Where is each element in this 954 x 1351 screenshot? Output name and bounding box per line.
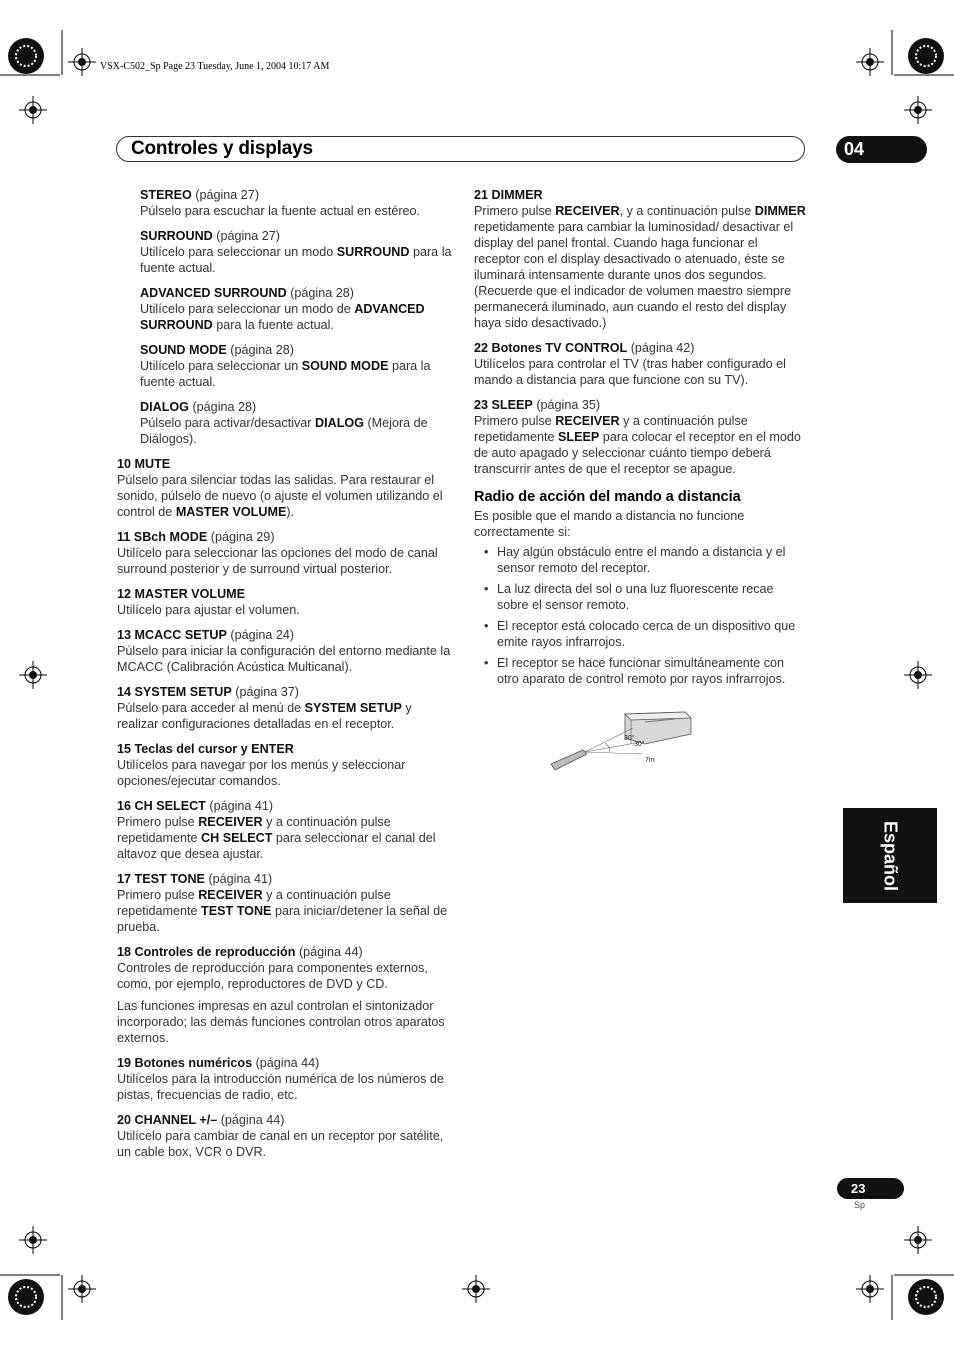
bold-term: SYSTEM SETUP [304, 701, 402, 715]
item-title: DIALOG [140, 400, 189, 414]
control-item [117, 627, 453, 675]
item-description [474, 413, 807, 477]
item-heading [117, 944, 453, 960]
item-title: ADVANCED SURROUND [140, 286, 287, 300]
item-title: 20 CHANNEL +/– [117, 1113, 218, 1127]
item-description [117, 545, 453, 577]
desc-text: Utilícelo para seleccionar las opciones del modo de canal surround posterior y de surround virtual posterior. [117, 546, 438, 576]
item-heading [117, 741, 453, 757]
page-reference: (página 27) [216, 229, 280, 243]
bold-term: RECEIVER [555, 414, 620, 428]
print-slug: VSX-C502_Sp Page 23 Tuesday, June 1, 2004 10:17 AM [100, 61, 330, 72]
bullet-item: • El receptor está colocado cerca de un dispositivo que emite rayos infrarrojos. [474, 618, 807, 650]
desc-text: Utilícelo para seleccionar un [140, 359, 302, 373]
item-heading [117, 456, 453, 472]
page-reference: (página 41) [208, 872, 273, 886]
bold-term: MASTER VOLUME [175, 505, 287, 519]
page-reference: (página 28) [290, 286, 354, 300]
page-reference: (página 44) [255, 1056, 320, 1070]
desc-text: Primero pulse [474, 204, 556, 218]
section-header [116, 136, 805, 162]
item-description [117, 1128, 453, 1160]
item-description [117, 757, 453, 789]
item-heading [117, 684, 453, 700]
page-reference: (página 37) [235, 685, 299, 699]
desc-text: Utilícelo para seleccionar un modo [140, 245, 337, 259]
page-reference: (página 44) [298, 945, 363, 959]
item-title: 14 SYSTEM SETUP [117, 685, 232, 699]
item-title: 22 Botones TV CONTROL [474, 341, 628, 355]
page-reference: (página 29) [210, 530, 275, 544]
bold-term: SLEEP [558, 430, 600, 444]
page-reference: (página 28) [192, 400, 257, 414]
control-item [117, 586, 453, 618]
item-heading [474, 340, 807, 356]
language-tab [843, 808, 937, 903]
page-number-badge: 23 [837, 1178, 904, 1199]
control-item [474, 340, 807, 388]
desc-text: y a continuación pulse repetidamente [117, 888, 391, 918]
chapter-badge: 04 [836, 136, 927, 163]
control-item [117, 684, 453, 732]
desc-text: , y a continuación pulse [619, 204, 755, 218]
desc-text: Utilícelos para navegar por los menús y seleccionar opciones/ejecutar comandos. [117, 758, 406, 788]
item-title: 12 MASTER VOLUME [117, 587, 246, 601]
bullet-item: • La luz directa del sol o una luz fluorescente recae sobre el sensor remoto. [474, 581, 807, 613]
control-item [117, 798, 453, 862]
left-column [117, 187, 453, 1169]
item-heading [140, 187, 453, 203]
bold-term: SOUND MODE [301, 359, 389, 373]
desc-text: para seleccionar el canal del altavoz que desea ajustar. [117, 831, 436, 861]
item-title: 21 DIMMER [474, 188, 543, 202]
item-description [140, 203, 453, 219]
item-title: SOUND MODE [140, 343, 227, 357]
item-heading [117, 798, 453, 814]
desc-text: para iniciar/detener la señal de prueba. [117, 904, 448, 934]
desc-text: Controles de reproducción para componentes externos, como, por ejemplo, reproductores de DVD y CD. [117, 961, 428, 991]
desc-text: Utilícelos para la introducción numérica de los números de pistas, frecuencias de radio, etc. [117, 1072, 444, 1102]
bold-term: ADVANCED SURROUND [140, 302, 425, 332]
page-title: Controles y displays [131, 138, 313, 159]
desc-text: Utilícelo para cambiar de canal en un receptor por satélite, un cable box, VCR o DVR. [117, 1129, 444, 1159]
angle-label-a: 30° [624, 735, 635, 742]
item-description [117, 887, 453, 935]
page-reference: (página 35) [536, 398, 601, 412]
bullet-list [474, 544, 807, 687]
page-reference: (página 42) [630, 341, 695, 355]
page-reference: (página 24) [230, 628, 295, 642]
item-heading [474, 397, 807, 413]
item-title: STEREO [140, 188, 192, 202]
desc-text: para la fuente actual. [140, 359, 431, 389]
desc-text: y a continuación pulse repetidamente [474, 414, 748, 444]
item-title: 16 CH SELECT [117, 799, 206, 813]
desc-text: y a continuación pulse repetidamente [117, 815, 391, 845]
item-note: Las funciones impresas en azul controlan el sintonizador incorporado; las demás funciones controlan otros aparatos externos. [117, 999, 445, 1045]
distance-label: 7m [645, 757, 655, 764]
remote-control-illustration [551, 750, 587, 770]
item-heading [140, 342, 453, 358]
item-description [117, 643, 453, 675]
page-lang-code: Sp [854, 1200, 866, 1210]
control-item [117, 399, 453, 447]
desc-text: Púlselo para iniciar la configuración del entorno mediante la MCACC (Calibración Acústica Multicanal). [117, 644, 451, 674]
bullet-item: • Hay algún obstáculo entre el mando a distancia y el sensor remoto del receptor. [474, 544, 807, 576]
item-description [117, 960, 453, 992]
item-heading [117, 586, 453, 602]
item-description [474, 203, 807, 331]
item-title: 11 SBch MODE [117, 530, 208, 544]
item-heading [117, 1055, 453, 1071]
desc-text: para colocar el receptor en el modo de auto apagado y seleccionar cuánto tiempo deberá transcurrir antes de que el receptor se apague. [474, 430, 801, 476]
desc-text: y realizar configuraciones detalladas en el receptor. [117, 701, 412, 731]
section-heading: Radio de acción del mando a distancia [474, 489, 741, 505]
bold-term: TEST TONE [201, 904, 272, 918]
desc-text: Púlselo para activar/desactivar [140, 416, 315, 430]
item-description [117, 700, 453, 732]
desc-text: Púlselo para acceder al menú de [117, 701, 305, 715]
item-heading [117, 871, 453, 887]
item-description [117, 814, 453, 862]
page-reference: (página 41) [209, 799, 274, 813]
control-item [117, 871, 453, 935]
bold-term: RECEIVER [555, 204, 620, 218]
language-label: Español [880, 820, 901, 891]
bold-term: RECEIVER [198, 888, 263, 902]
item-description [117, 472, 453, 520]
desc-text: (Mejora de Diálogos). [140, 416, 428, 446]
page-reference: (página 27) [195, 188, 260, 202]
item-heading [140, 285, 453, 301]
desc-text: para la fuente actual. [212, 318, 334, 332]
bullet-item: • El receptor se hace funcionar simultáneamente con otro aparato de control remoto por rayos infrarrojos. [474, 655, 807, 687]
control-item [117, 529, 453, 577]
desc-text: para la fuente actual. [140, 245, 452, 275]
angle-label-b: 30° [634, 741, 645, 748]
remote-range-diagram [545, 706, 695, 774]
item-heading [474, 187, 807, 203]
control-item [117, 741, 453, 789]
desc-text: Utilícelos para controlar el TV (tras haber configurado el mando a distancia para que funcione con su TV). [474, 357, 786, 387]
desc-text: Primero pulse [474, 414, 556, 428]
control-item [474, 187, 807, 331]
bold-term: SURROUND [336, 245, 410, 259]
item-title: 13 MCACC SETUP [117, 628, 227, 642]
item-description [140, 415, 453, 447]
item-title: 15 Teclas del cursor y ENTER [117, 742, 294, 756]
control-item [117, 228, 453, 276]
item-heading [117, 1112, 453, 1128]
receiver-illustration [625, 712, 691, 744]
item-description [140, 301, 453, 333]
control-item [117, 342, 453, 390]
desc-text: repetidamente para cambiar la luminosidad/ desactivar el display del panel frontal. Cuando haga funcionar el receptor con el display desactivado o atenuado, éste se iluminará intensamente durante unos dos segundos. (Recuerde que el indicador de volumen maestro siempre permanecerá iluminado, aun cuando el resto del display haya sido desactivado.) [474, 220, 794, 330]
item-description [117, 1071, 453, 1103]
control-item [117, 187, 453, 219]
control-item [117, 1055, 453, 1103]
control-item [117, 1112, 453, 1160]
item-description [140, 244, 453, 276]
item-description [140, 358, 453, 390]
item-title: 10 MUTE [117, 457, 171, 471]
item-heading [117, 627, 453, 643]
item-description [117, 602, 453, 618]
control-item [474, 397, 807, 477]
item-title: 17 TEST TONE [117, 872, 205, 886]
bold-term: CH SELECT [201, 831, 273, 845]
control-item [117, 944, 453, 1046]
desc-text: ). [286, 505, 295, 519]
item-heading [140, 399, 453, 415]
bold-term: DIALOG [315, 416, 364, 430]
item-title: 19 Botones numéricos [117, 1056, 253, 1070]
page-reference: (página 44) [220, 1113, 285, 1127]
item-title: 23 SLEEP [474, 398, 533, 412]
control-item [117, 285, 453, 333]
bold-term: RECEIVER [198, 815, 263, 829]
page-reference: (página 28) [230, 343, 294, 357]
right-column [474, 187, 807, 692]
item-description [474, 356, 807, 388]
desc-text: Utilícelo para ajustar el volumen. [117, 603, 300, 617]
item-title: SURROUND [140, 229, 213, 243]
desc-text: Púlselo para silenciar todas las salidas. Para restaurar el sonido, púlselo de nuevo (o ajuste el volumen utilizando el control de [117, 473, 443, 519]
desc-text: Primero pulse [117, 888, 199, 902]
item-heading [140, 228, 453, 244]
item-heading [117, 529, 453, 545]
desc-text: Primero pulse [117, 815, 199, 829]
desc-text: Púlselo para escuchar la fuente actual en estéreo. [140, 204, 421, 218]
control-item [117, 456, 453, 520]
item-title: 18 Controles de reproducción [117, 945, 296, 959]
desc-text: Utilícelo para seleccionar un modo de [140, 302, 355, 316]
bold-term: DIMMER [754, 204, 806, 218]
section-intro: Es posible que el mando a distancia no funcione correctamente si: [474, 509, 745, 539]
